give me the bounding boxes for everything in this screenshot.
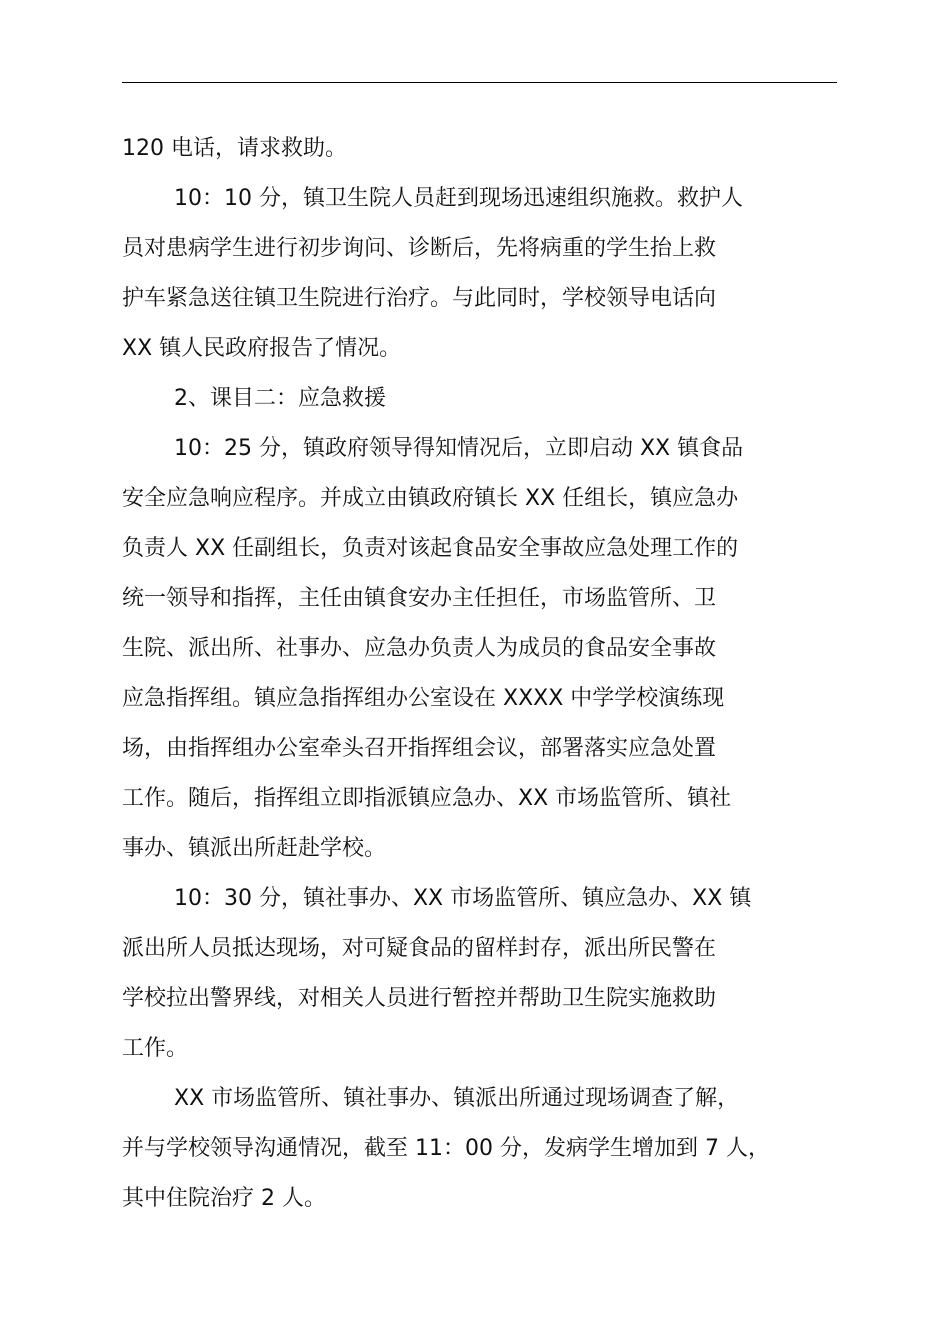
paragraph-investigation: XX 市场监管所、镇社事办、镇派出所通过现场调查了解， 并与学校领导沟通情况，截至 11：00 分，发病学生增加到 7 人， 其中住院治疗 2 人。 <box>122 1086 770 1211</box>
paragraph-continuation: 120 电话，请求救助。 <box>122 136 347 161</box>
paragraph-1025: 10：25 分，镇政府领导得知情况后，立即启动 XX 镇食品 安全应急响应程序。并成立由镇政府镇长 XX 任组长，镇应急办 负责人 XX 任副组长，负责对该起食品安全事故应急处理工作的 统一领导和指挥，主任由镇食安办主任担任，市场监管所、卫 生院、派出所、社事办、应急办负责人为成员的食品安全事故 应急指挥组。镇应急指挥组办公室设在 XXXX 中学学校演练现 场，由指挥组办公室牵头召开指挥组会议，部署落实应急处置 工作。随后，指挥组立即指派镇应急办、XX 市场监管所、镇社 事办、镇派出所赶赴学校。 <box>122 436 744 861</box>
paragraph-1010: 10：10 分，镇卫生院人员赶到现场迅速组织施救。救护人 员对患病学生进行初步询问、诊断后，先将病重的学生抬上救 护车紧急送往镇卫生院进行治疗。与此同时，学校领导电话向 XX 镇人民政府报告了情况。 <box>122 186 743 361</box>
section-heading-emergency-rescue: 2、课目二：应急救援 <box>174 386 386 411</box>
header-rule <box>122 82 837 83</box>
document-body <box>122 124 842 1224</box>
paragraph-1030: 10：30 分，镇社事办、XX 市场监管所、镇应急办、XX 镇 派出所人员抵达现场，对可疑食品的留样封存，派出所民警在 学校拉出警界线，对相关人员进行暂控并帮助卫生院实施救助 工作。 <box>122 886 752 1061</box>
